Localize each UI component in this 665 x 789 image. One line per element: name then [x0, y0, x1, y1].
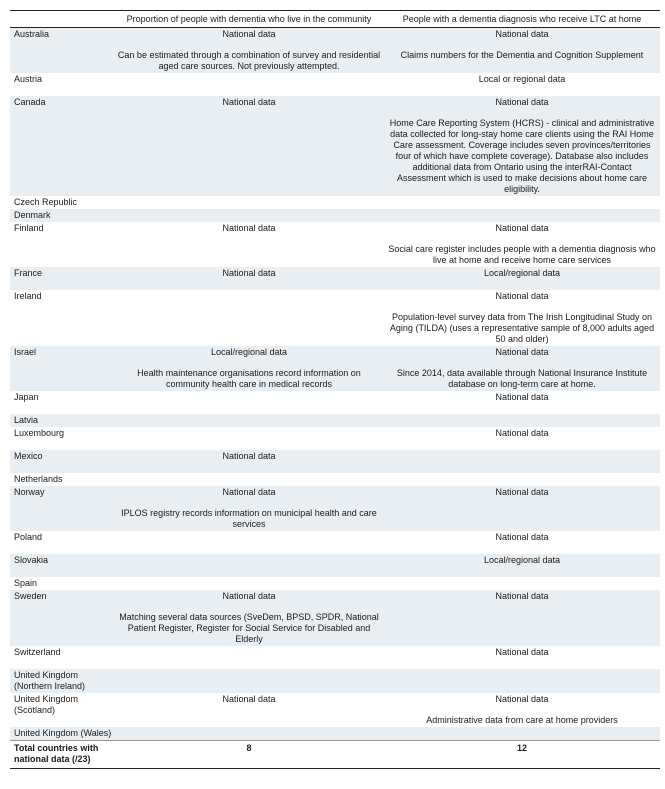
- ltc-home-cell: [384, 414, 660, 427]
- data-level: National data: [495, 532, 549, 542]
- community-cell: [114, 346, 384, 391]
- data-level: National data: [495, 392, 549, 402]
- table-row: [10, 414, 660, 427]
- data-level: National data: [222, 268, 276, 278]
- community-cell: [114, 577, 384, 590]
- country-cell: Luxembourg: [14, 428, 65, 438]
- data-description: Social care register includes people with a dementia diagnosis who live at home and receive home care services: [388, 244, 656, 265]
- data-level: National data: [495, 291, 549, 301]
- ltc-home-cell: [384, 727, 660, 741]
- ltc-home-cell: [384, 96, 660, 196]
- table-row: [10, 473, 660, 486]
- ltc-home-cell: [384, 267, 660, 290]
- data-level: National data: [495, 428, 549, 438]
- ltc-home-cell: [384, 693, 660, 727]
- community-cell: [114, 28, 384, 74]
- country-cell: Austria: [14, 74, 43, 84]
- ltc-home-cell: [384, 222, 660, 267]
- ltc-home-cell: [384, 590, 660, 646]
- country-cell: Mexico: [10, 450, 114, 473]
- data-level: National data: [495, 591, 549, 601]
- data-description: Health maintenance organisations record information on community health care in medical records: [137, 368, 361, 389]
- header-community: Proportion of people with dementia who live in the community: [114, 11, 384, 28]
- table-row: [10, 486, 660, 531]
- community-cell: [114, 486, 384, 531]
- community-cell: [114, 427, 384, 450]
- table-body: [10, 28, 660, 769]
- community-cell: [114, 290, 384, 346]
- table-row: [10, 693, 660, 727]
- country-cell: Sweden: [10, 590, 114, 646]
- data-level: National data: [495, 29, 549, 39]
- table-row: [10, 590, 660, 646]
- country-cell: Latvia: [10, 414, 114, 427]
- community-cell: [114, 450, 384, 473]
- community-cell: [114, 473, 384, 486]
- community-cell: [114, 669, 384, 693]
- ltc-home-cell: [384, 196, 660, 209]
- community-cell: [114, 209, 384, 222]
- data-level: National data: [495, 647, 549, 657]
- ltc-home-cell: [384, 427, 660, 450]
- table-row: [10, 450, 660, 473]
- ltc-home-cell: [384, 209, 660, 222]
- table-row: [10, 531, 660, 554]
- country-cell: Spain: [14, 578, 38, 588]
- data-level: National data: [495, 487, 549, 497]
- ltc-home-cell: [384, 346, 660, 391]
- community-cell: [114, 267, 384, 290]
- table-row: [10, 73, 660, 96]
- data-level: National data: [222, 694, 276, 704]
- table-row: [10, 96, 660, 196]
- country-cell: France: [10, 267, 114, 290]
- data-level: Local/regional data: [483, 268, 561, 278]
- table-row: [10, 267, 660, 290]
- data-description: Population-level survey data from The Irish Longitudinal Study on Aging (TILDA) (uses a representative sample of 8,000 adults aged 50 and older): [389, 312, 655, 344]
- country-cell: Australia: [10, 28, 114, 74]
- ltc-home-cell: [384, 450, 660, 473]
- table-row: [10, 196, 660, 209]
- community-cell: [114, 414, 384, 427]
- country-cell: Switzerland: [14, 647, 61, 657]
- country-cell: Israel: [10, 346, 114, 391]
- community-cell: [114, 222, 384, 267]
- community-cell: [114, 727, 384, 741]
- data-level: National data: [222, 451, 276, 461]
- community-cell: [114, 590, 384, 646]
- community-cell: [114, 196, 384, 209]
- data-level: Local/regional data: [210, 347, 288, 357]
- community-cell: [114, 554, 384, 577]
- country-cell: Finland: [14, 223, 44, 233]
- table-row: [10, 28, 660, 74]
- table-row: [10, 646, 660, 669]
- country-cell: Norway: [10, 486, 114, 531]
- table-row: [10, 577, 660, 590]
- data-description: Home Care Reporting System (HCRS) - clinical and administrative data collected for long-stay home care clients using the RAI Home Care assessment. Coverage includes seven provinces/territories four of which have complete coverage). Database also includes additional data from Ontario using the interRAI-Contact Assessment which is used to make decisions about home care eligibility.: [389, 118, 655, 194]
- table-row: [10, 290, 660, 346]
- country-cell: Canada: [10, 96, 114, 196]
- table-row: [10, 209, 660, 222]
- ltc-home-cell: [384, 473, 660, 486]
- country-cell: Japan: [14, 392, 39, 402]
- data-description: Claims numbers for the Dementia and Cognition Supplement: [400, 50, 644, 60]
- ltc-home-cell: [384, 577, 660, 590]
- community-cell: [114, 73, 384, 96]
- ltc-home-cell: [384, 554, 660, 577]
- community-cell: [114, 531, 384, 554]
- table-row: [10, 554, 660, 577]
- data-level: National data: [495, 694, 549, 704]
- data-description: IPLOS registry records information on municipal health and care services: [121, 508, 377, 529]
- total-community: 8: [114, 741, 384, 769]
- header-row: [10, 11, 660, 28]
- ltc-home-cell: [384, 28, 660, 74]
- data-level: National data: [495, 223, 549, 233]
- data-level: National data: [222, 29, 276, 39]
- data-level: Local or regional data: [478, 74, 566, 84]
- data-level: National data: [495, 347, 549, 357]
- header-country: [10, 11, 114, 28]
- data-level: National data: [222, 223, 276, 233]
- country-cell: Poland: [14, 532, 43, 542]
- data-level: National data: [222, 97, 276, 107]
- country-cell: Netherlands: [14, 474, 63, 484]
- ltc-home-cell: [384, 391, 660, 414]
- table-row: [10, 427, 660, 450]
- ltc-home-cell: [384, 531, 660, 554]
- country-cell: United Kingdom (Wales): [10, 727, 114, 741]
- country-cell: Denmark: [10, 209, 114, 222]
- ltc-home-cell: [384, 646, 660, 669]
- ltc-home-cell: [384, 486, 660, 531]
- country-cell: Slovakia: [10, 554, 114, 577]
- total-row: [10, 741, 660, 769]
- table-row: [10, 391, 660, 414]
- data-description: Administrative data from care at home providers: [426, 715, 618, 725]
- data-description: Can be estimated through a combination of survey and residential aged care sources. Not previously attempted.: [117, 50, 381, 71]
- dementia-data-table: [10, 10, 660, 769]
- total-label: Total countries with national data (/23): [10, 741, 114, 769]
- header-ltc-home: People with a dementia diagnosis who receive LTC at home: [384, 11, 660, 28]
- total-ltc-home: 12: [384, 741, 660, 769]
- community-cell: [114, 96, 384, 196]
- country-cell: United Kingdom (Scotland): [14, 694, 79, 715]
- data-level: National data: [495, 97, 549, 107]
- community-cell: [114, 693, 384, 727]
- table-row: [10, 346, 660, 391]
- country-cell: Czech Republic: [14, 197, 78, 207]
- data-description: Matching several data sources (SveDem, BPSD, SPDR, National Patient Register, Register for Social Service for Disabled and Elderly: [119, 612, 379, 644]
- country-cell: United Kingdom (Northern Ireland): [10, 669, 114, 693]
- table-row: [10, 727, 660, 741]
- table-row: [10, 669, 660, 693]
- country-cell: Ireland: [14, 291, 42, 301]
- ltc-home-cell: [384, 669, 660, 693]
- data-description: Since 2014, data available through National Insurance Institute database on long-term care at home.: [396, 368, 648, 389]
- data-level: National data: [222, 591, 276, 601]
- data-level: National data: [222, 487, 276, 497]
- table-row: [10, 222, 660, 267]
- community-cell: [114, 391, 384, 414]
- data-level: Local/regional data: [483, 555, 561, 565]
- ltc-home-cell: [384, 290, 660, 346]
- ltc-home-cell: [384, 73, 660, 96]
- community-cell: [114, 646, 384, 669]
